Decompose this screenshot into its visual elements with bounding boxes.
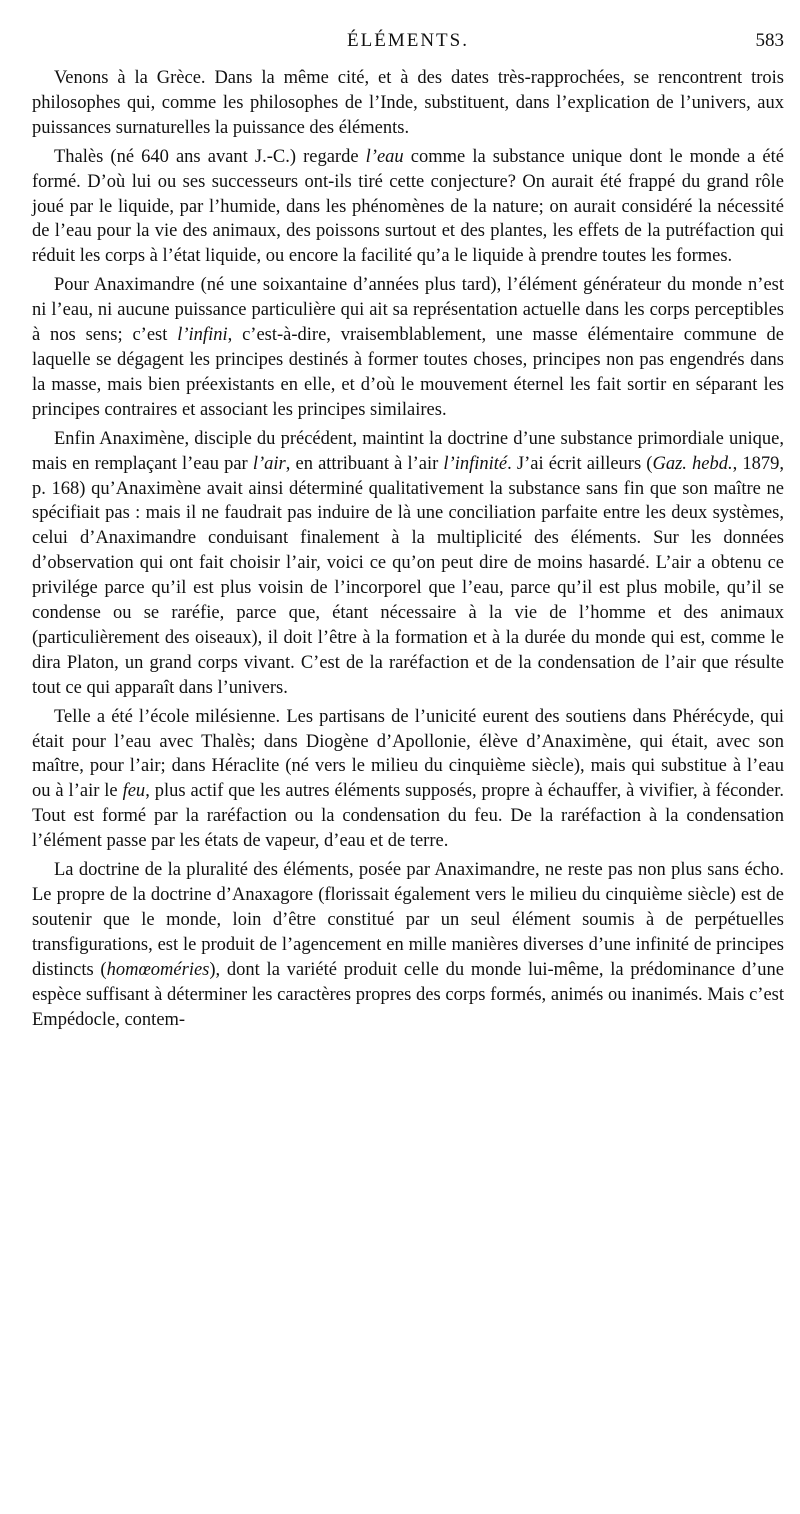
paragraph [32, 705, 784, 854]
text-run: Pour Anaximandre (né une soixantaine d’années plus tard), l’élément générateur du monde n’est ni l’eau, ni aucune puissance particulière qui ait sa représentation actuelle dans les corps perceptibles à nos sens; c’est [32, 275, 784, 346]
italic-run: homœoméries [106, 959, 210, 980]
text-run: , c’est-à-dire, vraisemblablement, une masse élémentaire commune de laquelle se dégagent les principes destinés à former toutes choses, principes non pas engendrés dans la masse, mais bien préexistants en elle, et d’où le mouvement éternel les fait sortir en séparant les principes contraires et associant les principes similaires. [32, 325, 784, 420]
text-run: Venons à la Grèce. Dans la même cité, et à des dates très-rapprochées, se rencontrent trois philosophes qui, comme les philosophes de l’Inde, substituent, dans l’explication de l’univers, aux puissances surnaturelles la puissance des éléments. [32, 68, 784, 138]
text-run: . J’ai écrit ailleurs ( [507, 453, 653, 474]
italic-run: l’air [252, 453, 286, 474]
italic-run: l’infinité [443, 453, 508, 474]
text-run: ), dont la variété produit celle du monde lui-même, la prédominance d’une espèce suffisant à déterminer les caractères propres des corps formés, animés ou inanimés. Mais c’est Empédocle, contem- [32, 959, 784, 1030]
text-run: Telle a été l’école milésienne. Les partisans de l’unicité eurent des soutiens dans Phérécyde, qui était pour l’eau avec Thalès; dans Diogène d’Apollonie, élève d’Anaximène, qui était, avec son maître, pour l’air; dans Héraclite (né vers le milieu du cinquième siècle), mais qui substitue à l’eau ou à l’air le [32, 706, 784, 802]
paragraph [32, 145, 784, 270]
running-title: ÉLÉMENTS. [347, 30, 469, 51]
italic-run: feu [122, 781, 146, 802]
page-header [32, 30, 784, 56]
body-text [32, 66, 784, 1032]
italic-run: l’infini [177, 325, 228, 346]
text-run: La doctrine de la pluralité des éléments, posée par Anaximandre, ne reste pas non plus sans écho. Le propre de la doctrine d’Anaxagore (florissait également vers le milieu du cinquième siècle) est de soutenir que le monde, loin d’être constitué par un seul élément soumis à de perpétuelles transfigurations, est le produit de l’agencement en mille manières diverses d’une infinité de principes distincts ( [32, 860, 784, 980]
paragraph [32, 858, 784, 1032]
italic-run: Gaz. hebd. [652, 453, 733, 474]
text-run: Thalès (né 640 ans avant J.-C.) regarde [54, 146, 366, 167]
text-run: , plus actif que les autres éléments supposés, propre à échauffer, à vivifier, à féconder. Tout est formé par la raréfaction ou la condensation du feu. De la raréfaction à la condensation l’élément passe par les états de vapeur, d’eau et de terre. [32, 781, 785, 852]
text-run: , 1879, p. 168) qu’Anaximène avait ainsi déterminé qualitativement la substance sans fin que son maître ne spécifiait pas : mais il ne faudrait pas induire de là une conciliation parfaite entre les deux systèmes, celui d’Anaximandre conduisant finalement à la multiplicité des éléments. Sur les données d’observation qui ont fait choisir l’air, voici ce qu’on peut dire de moins hasardé. L’air a obtenu ce privilége parce qu’il est plus voisin de l’incorporel que l’eau, parce qu’il est plus mobile, qu’il se condense ou se raréfie, parce que, étant nécessaire à la vie de l’homme et des animaux (particulièrement des oiseaux), il doit l’être à la formation et à la durée du monde qui est, comme le dira Platon, un grand corps vivant. C’est de la raréfaction et de la condensation de l’air que résulte tout ce qui apparaît dans l’univers. [32, 453, 785, 698]
paragraph [32, 66, 784, 141]
paragraph [32, 273, 784, 422]
text-run: Enfin Anaximène, disciple du précédent, maintint la doctrine d’une substance primordiale unique, mais en remplaçant l’eau par [32, 428, 784, 474]
italic-run: l’eau [365, 146, 404, 167]
text-run: , en attribuant à l’air [285, 453, 444, 474]
paragraph [32, 427, 784, 701]
page-number: 583 [755, 30, 784, 51]
text-run: comme la substance unique dont le monde a été formé. D’où lui ou ses successeurs ont-ils tiré cette conjecture? On aurait été frappé du grand rôle joué par le liquide, par l’humide, dans les phénomènes de la nature; on aurait considéré la nécessité de l’eau pour la vie des animaux, des poissons surtout et des plantes, les effets de la putréfaction qui réduit les corps à l’état liquide, ou encore la facilité qu’a le liquide à prendre toutes les formes. [32, 146, 784, 267]
